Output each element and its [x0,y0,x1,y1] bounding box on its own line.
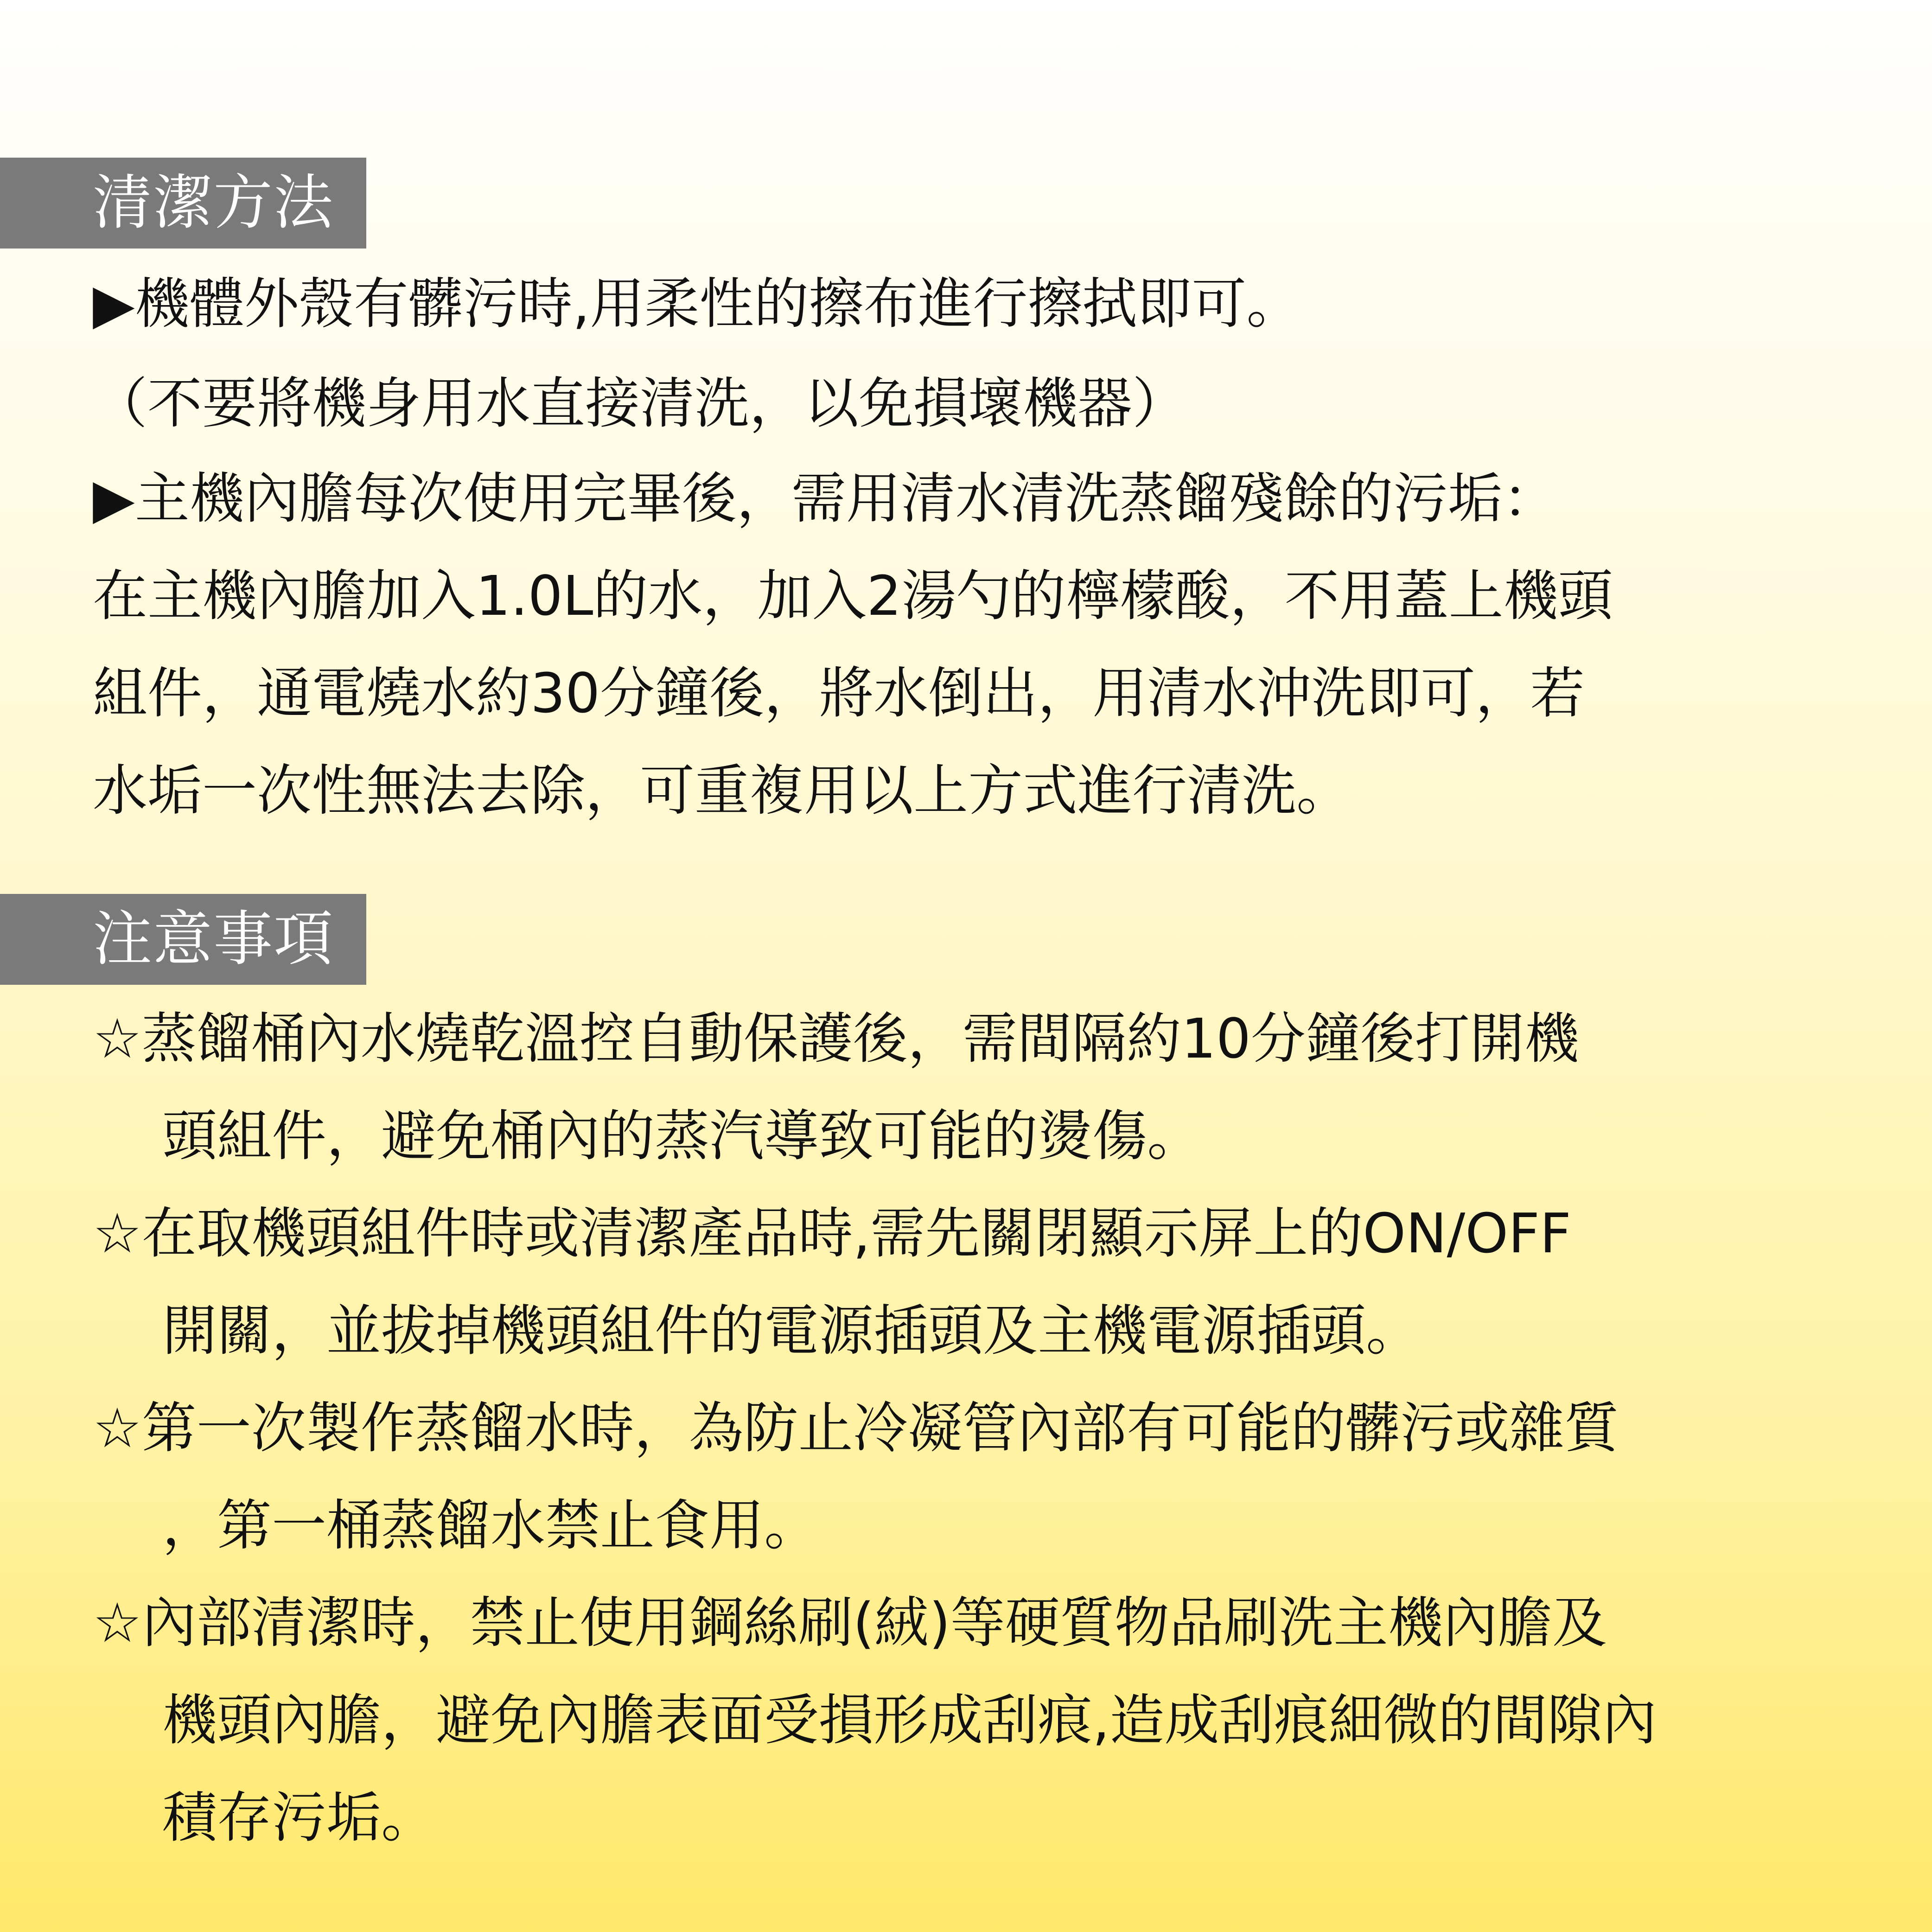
cleaning-line-1: ▶機體外殼有髒污時,用柔性的擦布進行擦拭即可。 [93,272,1301,336]
notes-section-title: 注意事項 [93,905,334,974]
notes-line-8: 機頭內膽，避免內膽表面受損形成刮痕,造成刮痕細微的間隙內 [162,1688,1657,1752]
notes-line-5: ☆第一次製作蒸餾水時，為防止冷凝管內部有可能的髒污或雜質 [93,1396,1619,1460]
notes-line-2: 頭組件，避免桶內的蒸汽導致可能的燙傷。 [162,1104,1202,1168]
cleaning-section-header [0,158,366,249]
notes-line-9: 積存污垢。 [162,1785,436,1849]
notes-line-6: ，第一桶蒸餾水禁止食用。 [162,1493,819,1557]
notes-line-3: ☆在取機頭組件時或清潔產品時,需先關閉顯示屏上的ON/OFF [93,1201,1571,1265]
notes-line-7: ☆內部清潔時，禁止使用鋼絲刷(絨)等硬質物品刷洗主機內膽及 [93,1591,1607,1655]
cleaning-line-2: （不要將機身用水直接清洗，以免損壞機器） [93,371,1187,435]
cleaning-line-5: 組件，通電燒水約30分鐘後，將水倒出，用清水沖洗即可，若 [93,661,1585,725]
notes-line-1: ☆蒸餾桶內水燒乾溫控自動保護後，需間隔約10分鐘後打開機 [93,1007,1579,1071]
cleaning-section-title: 清潔方法 [93,168,334,237]
cleaning-line-6: 水垢一次性無法去除，可重複用以上方式進行清洗。 [93,759,1352,823]
cleaning-line-4: 在主機內膽加入1.0L的水，加入2湯勺的檸檬酸，不用蓋上機頭 [93,564,1613,628]
notes-line-4: 開關，並拔掉機頭組件的電源插頭及主機電源插頭。 [162,1299,1421,1363]
notes-section-header [0,894,366,985]
cleaning-line-3: ▶主機內膽每次使用完畢後，需用清水清洗蒸餾殘餘的污垢： [93,466,1557,530]
